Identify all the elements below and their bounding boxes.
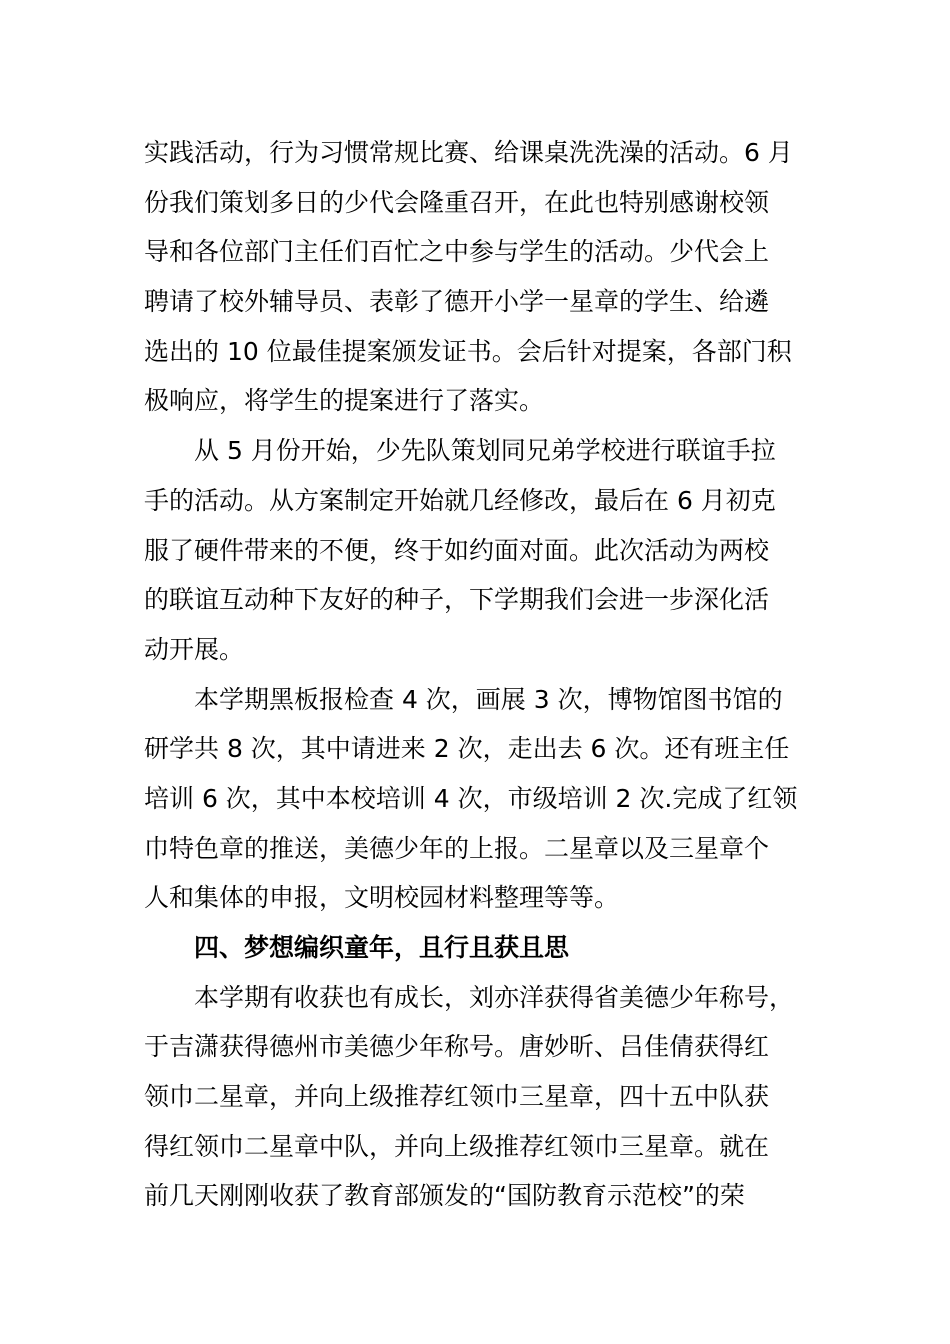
text-line: 于吉潇获得德州市美德少年称号。唐妙昕、吕佳倩获得红: [144, 1032, 770, 1062]
text-line: 研学共 8 次，其中请进来 2 次，走出去 6 次。还有班主任: [144, 734, 790, 764]
text-line: 前几天刚刚收获了教育部颁发的“国防教育示范校”的荣: [144, 1181, 745, 1211]
text-line: 动开展。: [144, 634, 245, 664]
paragraph-sister-school: [144, 426, 809, 674]
section-heading-text: 四、梦想编织童年，且行且获且思: [194, 933, 570, 962]
text-line: 份我们策划多日的少代会隆重召开，在此也特别感谢校领: [144, 187, 770, 217]
text-line: 培训 6 次，其中本校培训 4 次，市级培训 2 次.完成了红领: [144, 783, 798, 813]
paragraph-activities-continued: [144, 128, 809, 426]
text-line: 的联谊互动种下友好的种子，下学期我们会进一步深化活: [144, 585, 770, 615]
text-line: 极响应，将学生的提案进行了落实。: [144, 386, 545, 416]
text-line: 导和各位部门主任们百忙之中参与学生的活动。少代会上: [144, 237, 770, 267]
text-line: 领巾二星章，并向上级推荐红领巾三星章，四十五中队获: [144, 1082, 770, 1112]
text-line: 手的活动。从方案制定开始就几经修改，最后在 6 月初克: [144, 485, 776, 515]
text-line: 巾特色章的推送，美德少年的上报。二星章以及三星章个: [144, 833, 770, 863]
document-body: [144, 128, 809, 1221]
text-line: 本学期有收获也有成长，刘亦洋获得省美德少年称号，: [194, 982, 795, 1012]
text-line: 本学期黑板报检查 4 次，画展 3 次，博物馆图书馆的: [194, 684, 783, 714]
paragraph-achievements: [144, 973, 809, 1221]
paragraph-statistics: [144, 675, 809, 923]
text-line: 实践活动，行为习惯常规比赛、给课桌洗洗澡的活动。6 月: [144, 138, 793, 167]
text-line: 选出的 10 位最佳提案颁发证书。会后针对提案，各部门积: [144, 336, 792, 366]
text-line: 人和集体的申报，文明校园材料整理等等。: [144, 883, 620, 913]
text-line: 从 5 月份开始，少先队策划同兄弟学校进行联谊手拉: [194, 436, 776, 466]
text-line: 服了硬件带来的不便，终于如约面对面。此次活动为两校: [144, 535, 770, 565]
text-line: 聘请了校外辅导员、表彰了德开小学一星章的学生、给遴: [144, 287, 770, 317]
text-line: 得红领巾二星章中队，并向上级推荐红领巾三星章。就在: [144, 1131, 770, 1161]
section-heading: [144, 923, 809, 973]
